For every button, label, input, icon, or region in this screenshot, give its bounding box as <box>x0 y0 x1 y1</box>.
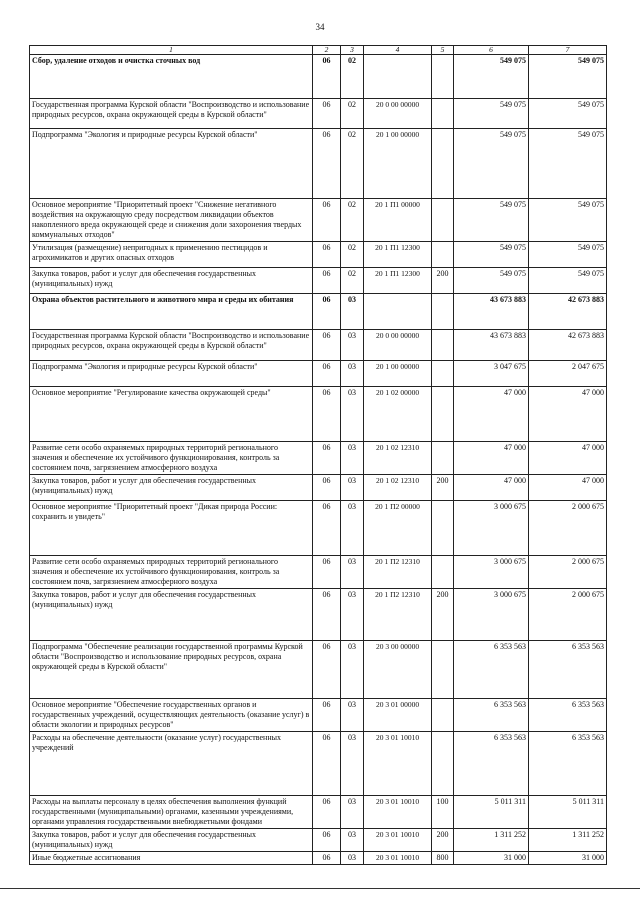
table-row <box>30 829 607 852</box>
table-row <box>30 129 607 199</box>
table-row <box>30 475 607 501</box>
cell-section: 06 <box>313 589 341 641</box>
cell-name: Подпрограмма "Экология и природные ресурсы Курской области" <box>30 361 313 387</box>
cell-amount-year2: 2 000 675 <box>529 556 607 589</box>
cell-subsection: 02 <box>341 99 364 129</box>
table-row <box>30 699 607 732</box>
cell-amount-year2: 2 000 675 <box>529 589 607 641</box>
cell-amount-year1: 3 000 675 <box>454 589 529 641</box>
cell-section: 06 <box>313 361 341 387</box>
cell-amount-year1: 6 353 563 <box>454 699 529 732</box>
cell-section: 06 <box>313 556 341 589</box>
cell-amount-year1: 3 000 675 <box>454 501 529 556</box>
cell-name: Сбор, удаление отходов и очистка сточных вод <box>30 55 313 99</box>
cell-section: 06 <box>313 330 341 361</box>
cell-target-code: 20 1 02 12310 <box>364 442 432 475</box>
cell-target-code: 20 1 П1 12300 <box>364 268 432 294</box>
cell-target-code: 20 0 00 00000 <box>364 330 432 361</box>
cell-amount-year2: 549 075 <box>529 199 607 242</box>
cell-name: Закупка товаров, работ и услуг для обеспечения государственных (муниципальных) нужд <box>30 475 313 501</box>
cell-expense-type <box>432 732 454 796</box>
cell-subsection: 03 <box>341 442 364 475</box>
cell-subsection: 03 <box>341 501 364 556</box>
cell-amount-year1: 3 000 675 <box>454 556 529 589</box>
cell-section: 06 <box>313 829 341 852</box>
cell-expense-type <box>432 442 454 475</box>
cell-subsection: 03 <box>341 556 364 589</box>
cell-expense-type: 100 <box>432 796 454 829</box>
cell-subsection: 03 <box>341 829 364 852</box>
cell-amount-year2: 549 075 <box>529 242 607 268</box>
cell-expense-type <box>432 501 454 556</box>
cell-section: 06 <box>313 242 341 268</box>
cell-subsection: 02 <box>341 129 364 199</box>
cell-name: Развитие сети особо охраняемых природных территорий регионального значения и обеспечение их устойчивого функционирования, контроль за состоянием почв, загрязнением атмосферного воздуха <box>30 442 313 475</box>
table-row <box>30 268 607 294</box>
cell-amount-year1: 5 011 311 <box>454 796 529 829</box>
table-row <box>30 852 607 865</box>
cell-amount-year1: 43 673 883 <box>454 330 529 361</box>
cell-target-code: 20 0 00 00000 <box>364 99 432 129</box>
cell-amount-year2: 549 075 <box>529 99 607 129</box>
cell-section: 06 <box>313 294 341 330</box>
cell-amount-year1: 6 353 563 <box>454 641 529 699</box>
cell-name: Расходы на выплаты персоналу в целях обеспечения выполнения функций государственными (муниципальными) органами, казенными учреждениями, органами управления государственными внебюджетными фондами <box>30 796 313 829</box>
cell-target-code: 20 3 01 00000 <box>364 699 432 732</box>
cell-amount-year2: 47 000 <box>529 387 607 442</box>
cell-target-code <box>364 294 432 330</box>
cell-name: Основное мероприятие "Приоритетный проект "Дикая природа России: сохранить и увидеть" <box>30 501 313 556</box>
table-row <box>30 796 607 829</box>
cell-amount-year2: 31 000 <box>529 852 607 865</box>
cell-target-code: 20 3 01 10010 <box>364 796 432 829</box>
cell-subsection: 03 <box>341 589 364 641</box>
table-row <box>30 294 607 330</box>
cell-amount-year1: 549 075 <box>454 99 529 129</box>
cell-subsection: 03 <box>341 796 364 829</box>
table-row <box>30 387 607 442</box>
cell-amount-year1: 47 000 <box>454 475 529 501</box>
cell-section: 06 <box>313 732 341 796</box>
cell-amount-year1: 43 673 883 <box>454 294 529 330</box>
cell-expense-type: 800 <box>432 852 454 865</box>
cell-expense-type <box>432 556 454 589</box>
cell-subsection: 03 <box>341 699 364 732</box>
cell-name: Охрана объектов растительного и животного мира и среды их обитания <box>30 294 313 330</box>
cell-subsection: 03 <box>341 641 364 699</box>
cell-target-code: 20 3 01 10010 <box>364 852 432 865</box>
cell-amount-year1: 47 000 <box>454 442 529 475</box>
cell-amount-year2: 2 000 675 <box>529 501 607 556</box>
cell-expense-type <box>432 387 454 442</box>
cell-name: Подпрограмма "Экология и природные ресурсы Курской области" <box>30 129 313 199</box>
cell-section: 06 <box>313 442 341 475</box>
cell-expense-type <box>432 641 454 699</box>
cell-name: Утилизация (размещение) непригодных к применению пестицидов и агрохимикатов и других опасных отходов <box>30 242 313 268</box>
cell-target-code: 20 1 П2 12310 <box>364 556 432 589</box>
cell-section: 06 <box>313 268 341 294</box>
cell-target-code: 20 1 00 00000 <box>364 129 432 199</box>
cell-subsection: 02 <box>341 242 364 268</box>
table-row <box>30 55 607 99</box>
table-row <box>30 556 607 589</box>
cell-expense-type <box>432 55 454 99</box>
table-row <box>30 442 607 475</box>
cell-amount-year2: 549 075 <box>529 129 607 199</box>
cell-amount-year1: 1 311 252 <box>454 829 529 852</box>
cell-target-code: 20 1 П2 00000 <box>364 501 432 556</box>
cell-subsection: 03 <box>341 361 364 387</box>
table-row <box>30 361 607 387</box>
cell-amount-year1: 549 075 <box>454 268 529 294</box>
table-row <box>30 641 607 699</box>
header-cell: 7 <box>529 46 607 55</box>
cell-amount-year1: 6 353 563 <box>454 732 529 796</box>
cell-target-code: 20 1 П2 12310 <box>364 589 432 641</box>
header-cell: 5 <box>432 46 454 55</box>
header-cell: 1 <box>30 46 313 55</box>
table-row <box>30 242 607 268</box>
cell-amount-year1: 47 000 <box>454 387 529 442</box>
cell-expense-type <box>432 294 454 330</box>
cell-amount-year2: 5 011 311 <box>529 796 607 829</box>
cell-amount-year2: 42 673 883 <box>529 294 607 330</box>
cell-expense-type: 200 <box>432 268 454 294</box>
cell-expense-type <box>432 99 454 129</box>
cell-name: Развитие сети особо охраняемых природных территорий регионального значения и обеспечение их устойчивого функционирования, контроль за состоянием почв, загрязнением атмосферного воздуха <box>30 556 313 589</box>
cell-name: Государственная программа Курской области "Воспроизводство и использование природных ресурсов, охрана окружающей среды в Курской области" <box>30 99 313 129</box>
cell-target-code: 20 1 00 00000 <box>364 361 432 387</box>
table-row <box>30 732 607 796</box>
cell-section: 06 <box>313 199 341 242</box>
cell-section: 06 <box>313 475 341 501</box>
cell-amount-year2: 549 075 <box>529 268 607 294</box>
cell-amount-year1: 549 075 <box>454 129 529 199</box>
cell-target-code: 20 3 00 00000 <box>364 641 432 699</box>
cell-amount-year2: 6 353 563 <box>529 699 607 732</box>
table-row <box>30 330 607 361</box>
cell-name: Закупка товаров, работ и услуг для обеспечения государственных (муниципальных) нужд <box>30 268 313 294</box>
cell-amount-year2: 1 311 252 <box>529 829 607 852</box>
cell-section: 06 <box>313 129 341 199</box>
cell-subsection: 03 <box>341 852 364 865</box>
header-cell: 2 <box>313 46 341 55</box>
table-row <box>30 501 607 556</box>
cell-name: Подпрограмма "Обеспечение реализации государственной программы Курской области "Воспроизводство и использование природных ресурсов, охрана окружающей среды в Курской области" <box>30 641 313 699</box>
cell-amount-year2: 47 000 <box>529 442 607 475</box>
cell-name: Закупка товаров, работ и услуг для обеспечения государственных (муниципальных) нужд <box>30 829 313 852</box>
page-number: 34 <box>315 22 325 32</box>
cell-name: Основное мероприятие "Регулирование качества окружающей среды" <box>30 387 313 442</box>
cell-target-code: 20 1 02 12310 <box>364 475 432 501</box>
cell-expense-type <box>432 242 454 268</box>
cell-target-code <box>364 55 432 99</box>
cell-amount-year1: 3 047 675 <box>454 361 529 387</box>
cell-section: 06 <box>313 99 341 129</box>
cell-target-code: 20 1 П1 12300 <box>364 242 432 268</box>
cell-subsection: 03 <box>341 732 364 796</box>
cell-subsection: 02 <box>341 268 364 294</box>
cell-amount-year1: 549 075 <box>454 199 529 242</box>
cell-section: 06 <box>313 852 341 865</box>
cell-name: Основное мероприятие "Приоритетный проект "Снижение негативного воздействия на окружающую среду посредством ликвидации объектов накопленного вреда окружающей среде и снижения доли захоронения твердых коммунальных отходов" <box>30 199 313 242</box>
cell-amount-year2: 2 047 675 <box>529 361 607 387</box>
cell-expense-type <box>432 199 454 242</box>
cell-target-code: 20 1 П1 00000 <box>364 199 432 242</box>
cell-name: Закупка товаров, работ и услуг для обеспечения государственных (муниципальных) нужд <box>30 589 313 641</box>
header-cell: 3 <box>341 46 364 55</box>
cell-amount-year2: 6 353 563 <box>529 732 607 796</box>
cell-subsection: 02 <box>341 55 364 99</box>
table-row <box>30 589 607 641</box>
cell-amount-year2: 549 075 <box>529 55 607 99</box>
budget-table <box>29 45 607 865</box>
cell-section: 06 <box>313 55 341 99</box>
cell-amount-year1: 549 075 <box>454 242 529 268</box>
cell-expense-type <box>432 361 454 387</box>
cell-target-code: 20 1 02 00000 <box>364 387 432 442</box>
cell-subsection: 03 <box>341 475 364 501</box>
header-cell: 4 <box>364 46 432 55</box>
footer-rule <box>0 888 640 889</box>
cell-target-code: 20 3 01 10010 <box>364 829 432 852</box>
cell-expense-type: 200 <box>432 829 454 852</box>
cell-section: 06 <box>313 641 341 699</box>
cell-amount-year2: 47 000 <box>529 475 607 501</box>
cell-subsection: 03 <box>341 387 364 442</box>
cell-amount-year2: 42 673 883 <box>529 330 607 361</box>
cell-amount-year1: 31 000 <box>454 852 529 865</box>
cell-section: 06 <box>313 699 341 732</box>
cell-expense-type: 200 <box>432 589 454 641</box>
cell-expense-type: 200 <box>432 475 454 501</box>
table-row <box>30 199 607 242</box>
cell-expense-type <box>432 330 454 361</box>
cell-section: 06 <box>313 796 341 829</box>
cell-section: 06 <box>313 387 341 442</box>
cell-name: Иные бюджетные ассигнования <box>30 852 313 865</box>
table-row <box>30 99 607 129</box>
header-cell: 6 <box>454 46 529 55</box>
cell-subsection: 03 <box>341 330 364 361</box>
cell-subsection: 02 <box>341 199 364 242</box>
cell-expense-type <box>432 129 454 199</box>
cell-section: 06 <box>313 501 341 556</box>
cell-expense-type <box>432 699 454 732</box>
cell-name: Расходы на обеспечение деятельности (оказание услуг) государственных учреждений <box>30 732 313 796</box>
cell-name: Государственная программа Курской области "Воспроизводство и использование природных ресурсов, охрана окружающей среды в Курской области" <box>30 330 313 361</box>
cell-amount-year1: 549 075 <box>454 55 529 99</box>
cell-target-code: 20 3 01 10010 <box>364 732 432 796</box>
header-row <box>30 46 607 55</box>
cell-subsection: 03 <box>341 294 364 330</box>
cell-amount-year2: 6 353 563 <box>529 641 607 699</box>
cell-name: Основное мероприятие "Обеспечение государственных органов и государственных учреждений, осуществляющих деятельность (оказание услуг) в области экологии и природных ресурсов" <box>30 699 313 732</box>
